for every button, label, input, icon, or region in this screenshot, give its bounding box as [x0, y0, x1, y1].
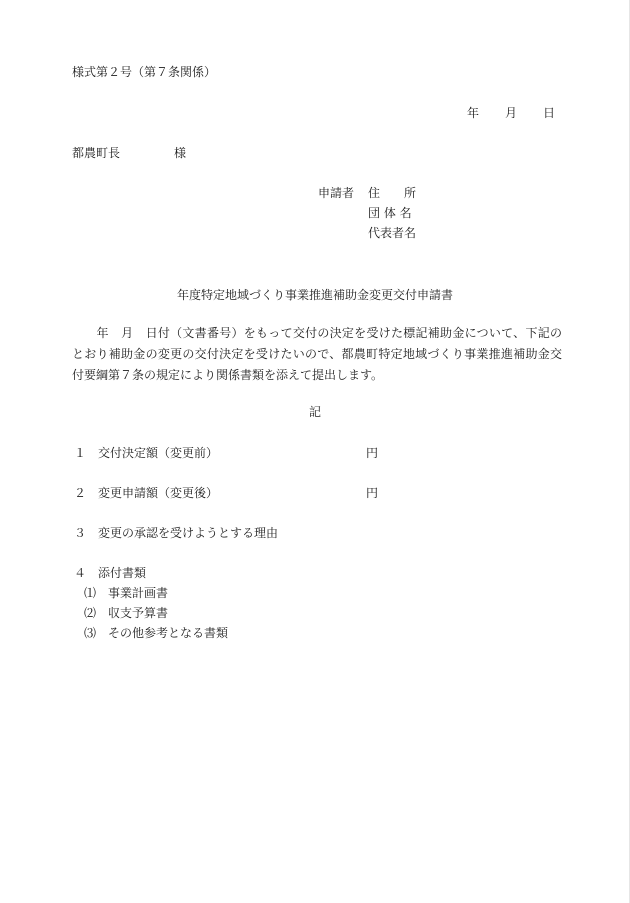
applicant-address-label: 住 所: [368, 186, 417, 200]
applicant-label: 申請者: [318, 186, 355, 200]
item-label: 添付書類: [98, 566, 147, 580]
attachment-label: 事業計画書: [108, 586, 169, 600]
attachment-label: その他参考となる書類: [108, 626, 229, 640]
applicant-organization-label: 団 体 名: [368, 206, 412, 220]
document-title: 年度特定地域づくり事業推進補助金変更交付申請書: [176, 288, 453, 302]
body-paragraph: 年 月 日付（文書番号）をもって交付の決定を受けた標記補助金について、下記のとおり補助金の変更の交付決定を受けたいので、都農町特定地域づくり事業推進補助金交付要綱第７条の規定により関係書類を添えて提出します。: [72, 326, 562, 382]
addressee-name: 都農町長: [72, 146, 121, 160]
attachment-item: [84, 625, 228, 641]
attachment-item: [84, 605, 168, 621]
item-number: １: [74, 446, 87, 460]
attachment-number: ⑶: [84, 626, 97, 640]
item-label: 変更申請額（変更後）: [98, 486, 219, 500]
item-number: ３: [74, 526, 87, 540]
date-year-label: 年: [466, 106, 479, 120]
attachment-label: 収支予算書: [108, 606, 169, 620]
date-day-label: 日: [542, 106, 555, 120]
attachment-number: ⑵: [84, 606, 97, 620]
applicant-fields: [368, 185, 416, 245]
item-4: [74, 565, 146, 581]
item-2: [74, 485, 379, 501]
addressee: [72, 145, 186, 161]
item-number: ２: [74, 486, 87, 500]
ki-heading: 記: [308, 405, 321, 419]
addressee-honorific: 様: [174, 146, 187, 160]
attachment-item: [84, 585, 168, 601]
item-1: [74, 445, 379, 461]
item-3: [74, 525, 278, 541]
form-number: 様式第２号（第７条関係）: [72, 65, 217, 79]
item-label: 変更の承認を受けようとする理由: [98, 526, 279, 540]
date-line: [467, 105, 555, 121]
date-month-label: 月: [504, 106, 517, 120]
yen-unit: 円: [366, 486, 379, 500]
item-label: 交付決定額（変更前）: [98, 446, 219, 460]
attachment-number: ⑴: [84, 586, 97, 600]
applicant-representative-label: 代表者名: [368, 226, 417, 240]
item-number: ４: [74, 566, 87, 580]
yen-unit: 円: [366, 446, 379, 460]
